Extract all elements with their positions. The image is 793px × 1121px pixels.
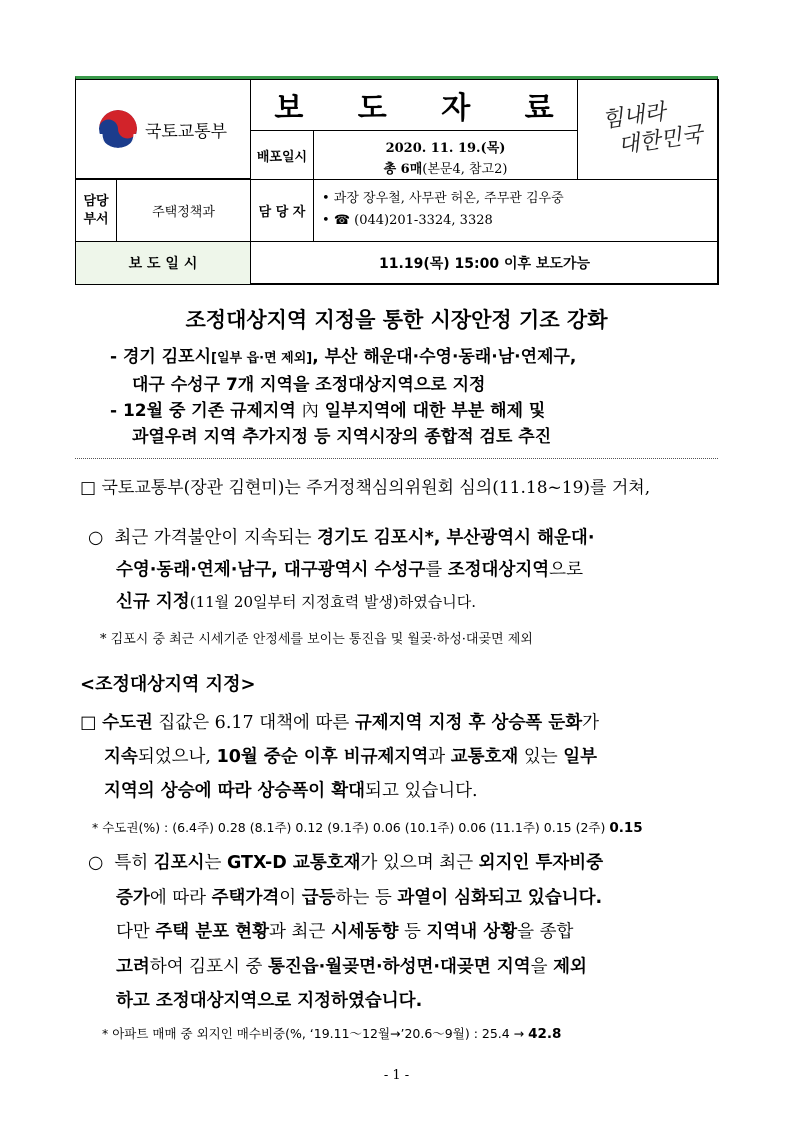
page-number: - 1 - — [383, 1068, 410, 1083]
paragraph-2 — [88, 522, 728, 618]
p2-line1: ○ 최근 가격불안이 지속되는 경기도 김포시*, 부산광역시 해운대· — [88, 528, 595, 548]
release-time-cell — [250, 241, 719, 285]
footnote-1: * 김포시 중 최근 시세기준 안정세를 보이는 통진읍 및 월곶·하성·대곶면 제외 — [100, 632, 533, 647]
circle-bullet: ○ — [88, 853, 104, 873]
slogan-line1: 힘내라 — [600, 99, 668, 133]
release-label-cell — [75, 241, 251, 285]
subtitle-line2: 대구 수성구 7개 지역을 조정대상지역으로 지정 — [132, 375, 486, 395]
paragraph-4 — [88, 846, 603, 1019]
p3-line1: □ 수도권 집값은 6.17 대책에 따른 규제지역 지정 후 상승폭 둔화가 — [80, 713, 600, 733]
dist-date-label: 배포일시 — [256, 149, 308, 165]
contact-label: 담 당 자 — [258, 205, 306, 220]
box-bullet: □ — [80, 478, 97, 498]
press-header-table — [75, 76, 718, 284]
dept-name: 주택정책과 — [152, 205, 215, 220]
release-label: 보 도 일 시 — [128, 256, 198, 272]
ministry-name: 국토교통부 — [144, 121, 228, 142]
section-title: <조정대상지역 지정> — [80, 674, 256, 695]
p4-line2: 증가에 따라 주택가격이 급등하는 등 과열이 심화되고 있습니다. — [116, 887, 603, 908]
contact-phone: • ☎ (044)201-3324, 3328 — [322, 213, 493, 228]
slogan-line2: 대한민국 — [617, 121, 705, 159]
subtitle-line4: 과열우려 지역 추가지정 등 지역시장의 종합적 검토 추진 — [132, 427, 552, 447]
headline: 조정대상지역 지정을 통한 시장안정 기조 강화 — [185, 308, 608, 332]
footnote-3: * 아파트 매매 중 외지인 매수비중(%, ‘19.11～12월→’20.6～9월) : 25.4 → 42.8 — [102, 1026, 562, 1042]
dist-date-label-cell — [250, 130, 314, 180]
slogan-cell — [577, 79, 719, 180]
p3-line3: 지역의 상승에 따라 상승폭이 확대되고 있습니다. — [104, 781, 478, 801]
dist-date-cell — [313, 130, 578, 180]
contact-label-cell — [250, 179, 314, 242]
subtitle-block — [110, 344, 576, 450]
title-divider — [75, 458, 718, 459]
dist-date: 2020. 11. 19.(목) — [385, 141, 506, 156]
paragraph-1: □ 국토교통부(장관 김현미)는 주거정책심의위원회 심의(11.18~19)를 거쳐, — [80, 478, 651, 498]
doc-type-cell — [250, 79, 578, 131]
release-time: 11.19(목) 15:00 이후 보도가능 — [379, 256, 590, 272]
p2-line2: 수영·동래·연제·남구, 대구광역시 수성구를 조정대상지역으로 — [116, 560, 583, 580]
ministry-emblem-icon — [99, 110, 137, 148]
dept-name-cell — [116, 179, 251, 242]
dept-label-cell — [75, 179, 117, 242]
subtitle-line1: - 경기 김포시[일부 읍·면 제외], 부산 해운대·수영·동래·남·연제구, — [110, 347, 577, 367]
phone-icon: ☎ — [333, 213, 351, 228]
p4-line3: 다만 주택 분포 현황과 최근 시세동향 등 지역내 상황을 종합 — [116, 922, 574, 942]
footnote-2: * 수도권(%) : (6.4주) 0.28 (8.1주) 0.12 (9.1주) 0.06 (10.1주) 0.06 (11.1주) 0.15 (2주) 0.15 — [92, 820, 643, 836]
p2-line3: 신규 지정(11월 20일부터 지정효력 발생)하였습니다. — [116, 592, 477, 612]
box-bullet: □ — [80, 713, 97, 733]
contact-info-cell — [313, 179, 719, 242]
contact-names: • 과장 장우철, 사무관 허온, 주무관 김우중 — [322, 191, 564, 206]
subtitle-line3: - 12월 중 기존 규제지역 內 일부지역에 대한 부분 해제 및 — [110, 401, 546, 421]
paragraph-3 — [80, 706, 599, 808]
dept-label: 담당 부서 — [83, 193, 109, 227]
p3-line2: 지속되었으나, 10월 중순 이후 비규제지역과 교통호재 있는 일부 — [104, 747, 598, 767]
p4-line1: ○ 특히 김포시는 GTX-D 교통호재가 있으며 최근 외지인 투자비중 — [88, 853, 604, 873]
doc-type-title: 보 도 자 료 — [274, 91, 576, 126]
p4-line5: 하고 조정대상지역으로 지정하였습니다. — [116, 991, 423, 1011]
page-count: 총 6매(본문4, 참고2) — [383, 162, 508, 177]
p4-line4: 고려하여 김포시 중 통진읍·월곶면·하성면·대곶면 지역을 제외 — [116, 956, 587, 977]
circle-bullet: ○ — [88, 528, 104, 548]
ministry-logo-cell — [75, 79, 251, 179]
